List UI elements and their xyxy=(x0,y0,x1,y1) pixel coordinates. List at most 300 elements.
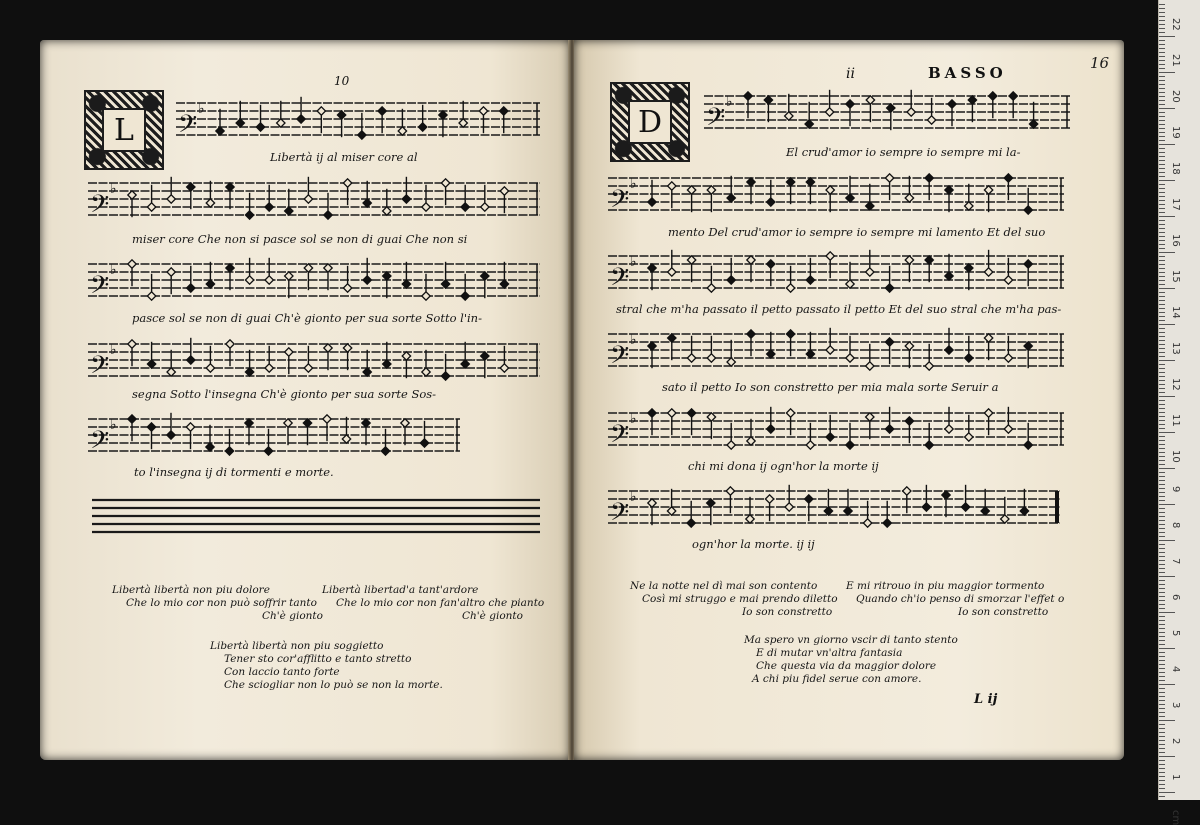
note-head xyxy=(826,252,834,260)
staff-svg xyxy=(608,170,1064,222)
note-head xyxy=(128,415,136,423)
ruler-tick xyxy=(1159,52,1165,53)
note-head xyxy=(885,338,893,346)
note-head xyxy=(363,368,371,376)
verse-line: Che lo mio cor non può soffrir tanto xyxy=(126,597,317,609)
ruler-tick xyxy=(1159,600,1165,601)
ruler-label: 19 xyxy=(1170,126,1181,139)
note-head xyxy=(747,330,755,338)
note-head xyxy=(786,284,794,292)
ruler-label: 11 xyxy=(1170,414,1181,427)
ruler-label: cm xyxy=(1170,810,1181,825)
ruler-tick xyxy=(1159,248,1165,249)
note-head xyxy=(206,280,214,288)
ruler-tick xyxy=(1159,156,1165,157)
measuring-ruler xyxy=(1158,0,1200,825)
note-head xyxy=(846,441,854,449)
staff-svg xyxy=(88,336,540,388)
note-head xyxy=(945,425,953,433)
ruler-tick xyxy=(1159,180,1175,181)
ruler-tick xyxy=(1159,364,1165,365)
left-lyric-5: to l'insegna ij di tormenti e morte. xyxy=(134,465,334,479)
ruler-tick xyxy=(1159,328,1165,329)
ruler-tick xyxy=(1159,444,1165,445)
note-head xyxy=(418,123,426,131)
ruler-tick xyxy=(1159,616,1165,617)
ruler-tick xyxy=(1159,684,1175,685)
ruler-tick xyxy=(1159,780,1165,781)
right-staff-5 xyxy=(608,405,1064,457)
ruler-tick xyxy=(1159,796,1165,797)
flat-icon: ♭ xyxy=(110,181,117,197)
note-head xyxy=(1024,441,1032,449)
note-head xyxy=(441,179,449,187)
ruler-tick xyxy=(1159,704,1165,705)
note-head xyxy=(765,495,773,503)
note-head xyxy=(668,268,676,276)
ruler-tick xyxy=(1159,396,1175,397)
verse-line: Che questa via da maggior dolore xyxy=(756,660,937,672)
note-head xyxy=(187,356,195,364)
note-head xyxy=(806,441,814,449)
note-head xyxy=(128,340,136,348)
verse-line: Così mi struggo e mai prendo diletto xyxy=(642,593,838,605)
right-staff-1 xyxy=(704,88,1070,140)
ruler-tick xyxy=(1159,292,1165,293)
ruler-tick xyxy=(1159,144,1175,145)
ruler-tick xyxy=(1159,668,1165,669)
ruler-tick xyxy=(1159,88,1165,89)
note-head xyxy=(383,272,391,280)
note-head xyxy=(668,334,676,342)
ruler-tick xyxy=(1159,696,1165,697)
ruler-tick xyxy=(1159,236,1165,237)
ruler-tick xyxy=(1159,548,1165,549)
ruler-tick xyxy=(1159,128,1165,129)
ruler-tick xyxy=(1159,36,1175,37)
note-head xyxy=(323,415,331,423)
note-head xyxy=(297,115,305,123)
note-head xyxy=(245,419,253,427)
right-lyric-4: sato il petto Io son constretto per mia mala sorte Seruir a xyxy=(662,380,999,394)
note-head xyxy=(727,194,735,202)
ruler-tick xyxy=(1159,228,1165,229)
note-head xyxy=(284,419,292,427)
ruler-tick xyxy=(1159,728,1165,729)
ruler-tick xyxy=(1159,372,1165,373)
right-initial-letter: D xyxy=(628,100,672,144)
note-head xyxy=(648,499,656,507)
note-head xyxy=(147,423,155,431)
ruler-tick xyxy=(1159,140,1165,141)
note-head xyxy=(481,203,489,211)
ruler-tick xyxy=(1159,280,1165,281)
ruler-tick xyxy=(1159,516,1165,517)
clef-icon: 𝄢 xyxy=(178,110,198,145)
ruler-label: 4 xyxy=(1170,666,1181,673)
note-head xyxy=(826,433,834,441)
ruler-tick xyxy=(1159,108,1175,109)
ruler-tick xyxy=(1159,296,1165,297)
ruler-label: 7 xyxy=(1170,558,1181,565)
note-head xyxy=(1009,92,1017,100)
ruler-tick xyxy=(1159,388,1165,389)
ruler-tick xyxy=(1159,344,1165,345)
verse-line: Ma spero vn giorno vscir di tanto stento xyxy=(744,634,958,646)
note-head xyxy=(885,284,893,292)
staff-svg xyxy=(92,492,540,544)
note-head xyxy=(1004,425,1012,433)
ruler-tick xyxy=(1159,324,1175,325)
ruler-tick xyxy=(1159,752,1165,753)
note-head xyxy=(500,187,508,195)
note-head xyxy=(187,183,195,191)
flat-icon: ♭ xyxy=(110,342,117,358)
note-head xyxy=(441,280,449,288)
staff-svg xyxy=(88,256,540,308)
note-head xyxy=(1004,276,1012,284)
note-head xyxy=(167,431,175,439)
note-head xyxy=(981,507,989,515)
note-head xyxy=(265,203,273,211)
ruler-tick xyxy=(1159,336,1165,337)
right-lyric-6: ogn'hor la morte. ij ij xyxy=(692,537,815,551)
ruler-tick xyxy=(1159,204,1165,205)
ruler-tick xyxy=(1159,424,1165,425)
note-head xyxy=(785,503,793,511)
ruler-tick xyxy=(1159,484,1165,485)
ruler-tick xyxy=(1159,436,1165,437)
note-head xyxy=(968,96,976,104)
note-head xyxy=(767,350,775,358)
note-head xyxy=(265,276,273,284)
note-head xyxy=(806,350,814,358)
note-head xyxy=(128,191,136,199)
note-head xyxy=(707,354,715,362)
ruler-tick xyxy=(1159,492,1165,493)
note-head xyxy=(866,202,874,210)
ruler-tick xyxy=(1159,776,1165,777)
note-head xyxy=(887,104,895,112)
ruler-tick xyxy=(1159,48,1165,49)
note-head xyxy=(903,487,911,495)
ruler-tick xyxy=(1159,472,1165,473)
note-head xyxy=(668,409,676,417)
note-head xyxy=(925,174,933,182)
note-head xyxy=(687,256,695,264)
left-verse-3 xyxy=(210,640,443,692)
clef-icon: 𝄢 xyxy=(610,341,630,376)
note-head xyxy=(927,116,935,124)
note-head xyxy=(925,256,933,264)
ruler-label: 2 xyxy=(1170,738,1181,745)
staff-svg xyxy=(608,405,1064,457)
ruler-tick xyxy=(1159,584,1165,585)
note-head xyxy=(846,100,854,108)
ruler-tick xyxy=(1159,508,1165,509)
ruler-label: 3 xyxy=(1170,702,1181,709)
note-head xyxy=(667,507,675,515)
ruler-tick xyxy=(1159,648,1175,649)
clef-icon: 𝄢 xyxy=(706,103,726,138)
note-head xyxy=(363,199,371,207)
note-head xyxy=(500,107,508,115)
note-head xyxy=(225,447,233,455)
ruler-tick xyxy=(1159,72,1175,73)
note-head xyxy=(343,179,351,187)
note-head xyxy=(420,439,428,447)
note-head xyxy=(965,202,973,210)
note-head xyxy=(1004,354,1012,362)
ruler-tick xyxy=(1159,116,1165,117)
right-staff-6 xyxy=(608,483,1060,535)
ruler-tick xyxy=(1159,132,1165,133)
note-head xyxy=(216,127,224,135)
ruler-tick xyxy=(1159,148,1165,149)
ruler-tick xyxy=(1159,732,1165,733)
note-head xyxy=(439,111,447,119)
note-head xyxy=(481,272,489,280)
clef-icon: 𝄢 xyxy=(610,420,630,455)
right-staff-2 xyxy=(608,170,1064,222)
note-head xyxy=(226,264,234,272)
verse-line: Libertà libertà non piu dolore xyxy=(112,584,270,596)
staff-svg xyxy=(608,326,1064,378)
ruler-tick xyxy=(1159,376,1165,377)
note-head xyxy=(863,519,871,527)
note-head xyxy=(883,519,891,527)
ruler-tick xyxy=(1159,528,1165,529)
note-head xyxy=(402,280,410,288)
ruler-tick xyxy=(1159,632,1165,633)
ruler-tick xyxy=(1159,420,1165,421)
note-head xyxy=(303,419,311,427)
note-head xyxy=(304,264,312,272)
note-head xyxy=(422,292,430,300)
note-head xyxy=(806,178,814,186)
ruler-tick xyxy=(1159,452,1165,453)
ruler-tick xyxy=(1159,136,1165,137)
right-verse-3 xyxy=(744,634,958,686)
clef-icon: 𝄢 xyxy=(610,498,630,533)
ruler-tick xyxy=(1159,264,1165,265)
note-head xyxy=(422,368,430,376)
ruler-tick xyxy=(1159,252,1175,253)
note-head xyxy=(961,503,969,511)
note-head xyxy=(285,207,293,215)
note-head xyxy=(265,364,273,372)
ruler-tick xyxy=(1159,568,1165,569)
ruler-tick xyxy=(1159,520,1165,521)
note-head xyxy=(866,96,874,104)
note-head xyxy=(726,487,734,495)
note-head xyxy=(727,441,735,449)
ruler-tick xyxy=(1159,220,1165,221)
ruler-tick xyxy=(1159,672,1165,673)
staff-svg xyxy=(88,175,540,227)
note-head xyxy=(362,419,370,427)
ruler-tick xyxy=(1159,416,1165,417)
note-head xyxy=(806,276,814,284)
ruler-tick xyxy=(1159,664,1165,665)
note-head xyxy=(945,186,953,194)
ruler-tick xyxy=(1159,32,1165,33)
left-empty-staff xyxy=(92,492,540,544)
flat-icon: ♭ xyxy=(110,262,117,278)
note-head xyxy=(147,360,155,368)
right-staff-3 xyxy=(608,248,1064,300)
staff-svg xyxy=(608,248,1064,300)
note-head xyxy=(866,362,874,370)
note-head xyxy=(1004,174,1012,182)
ruler-tick xyxy=(1159,712,1165,713)
note-head xyxy=(461,203,469,211)
ruler-tick xyxy=(1159,744,1165,745)
note-head xyxy=(264,447,272,455)
ruler-tick xyxy=(1159,276,1165,277)
ruler-tick xyxy=(1159,172,1165,173)
ruler-tick xyxy=(1159,392,1165,393)
note-head xyxy=(746,515,754,523)
verse-line: Quando ch'io penso di smorzar l'effet o xyxy=(856,593,1065,605)
note-head xyxy=(245,211,253,219)
ruler-tick xyxy=(1159,604,1165,605)
ruler-tick xyxy=(1159,552,1165,553)
verse-line: Ch'è gionto xyxy=(462,610,523,622)
note-head xyxy=(285,272,293,280)
note-head xyxy=(383,360,391,368)
note-head xyxy=(441,372,449,380)
ruler-tick xyxy=(1159,496,1165,497)
note-head xyxy=(1024,260,1032,268)
note-head xyxy=(1024,342,1032,350)
note-head xyxy=(461,292,469,300)
note-head xyxy=(285,348,293,356)
note-head xyxy=(747,178,755,186)
right-lyric-5: chi mi dona ij ogn'hor la morte ij xyxy=(688,459,879,473)
left-staff-1 xyxy=(176,95,540,147)
ruler-tick xyxy=(1159,212,1165,213)
ruler-tick xyxy=(1159,12,1165,13)
note-head xyxy=(383,207,391,215)
note-head xyxy=(245,368,253,376)
left-lyric-3: pasce sol se non di guai Ch'è gionto per sua sorte Sotto l'in- xyxy=(132,311,482,325)
ruler-tick xyxy=(1159,40,1165,41)
note-head xyxy=(147,292,155,300)
note-head xyxy=(236,119,244,127)
note-head xyxy=(378,107,386,115)
ruler-tick xyxy=(1159,456,1165,457)
right-staff-4 xyxy=(608,326,1064,378)
ruler-tick xyxy=(1159,748,1165,749)
ruler-tick xyxy=(1159,332,1165,333)
ruler-tick xyxy=(1159,612,1175,613)
note-head xyxy=(984,268,992,276)
ruler-tick xyxy=(1159,200,1165,201)
note-head xyxy=(277,119,285,127)
ruler-tick xyxy=(1159,772,1165,773)
note-head xyxy=(922,503,930,511)
note-head xyxy=(905,194,913,202)
note-head xyxy=(846,194,854,202)
staff-svg xyxy=(88,411,460,463)
ruler-tick xyxy=(1159,608,1165,609)
ruler-tick xyxy=(1159,284,1165,285)
left-verse-1 xyxy=(112,584,323,623)
clef-icon: 𝄢 xyxy=(90,190,110,225)
note-head xyxy=(422,203,430,211)
ruler-tick xyxy=(1159,556,1165,557)
right-decorated-initial xyxy=(610,82,690,162)
ruler-label: 1 xyxy=(1170,774,1181,781)
flat-icon: ♭ xyxy=(198,101,205,117)
ruler-tick xyxy=(1159,60,1165,61)
ruler-tick xyxy=(1159,724,1165,725)
ruler-tick xyxy=(1159,20,1165,21)
note-head xyxy=(206,443,214,451)
ruler-tick xyxy=(1159,100,1165,101)
ruler-tick xyxy=(1159,432,1175,433)
note-head xyxy=(764,96,772,104)
ruler-tick xyxy=(1159,256,1165,257)
right-lyric-2: mento Del crud'amor io sempre io sempre mi lamento Et del suo xyxy=(668,225,1046,239)
note-head xyxy=(648,342,656,350)
ruler-tick xyxy=(1159,768,1165,769)
note-head xyxy=(381,447,389,455)
note-head xyxy=(866,413,874,421)
note-head xyxy=(846,280,854,288)
note-head xyxy=(687,354,695,362)
ruler-tick xyxy=(1159,692,1165,693)
ruler-tick xyxy=(1159,352,1165,353)
ruler-tick xyxy=(1159,28,1165,29)
ruler-tick xyxy=(1159,24,1165,25)
ruler-tick xyxy=(1159,488,1165,489)
note-head xyxy=(206,199,214,207)
ruler-tick xyxy=(1159,56,1165,57)
note-head xyxy=(186,423,194,431)
note-head xyxy=(767,198,775,206)
ruler-tick xyxy=(1159,300,1165,301)
ruler-tick xyxy=(1159,596,1165,597)
ruler-tick xyxy=(1159,760,1165,761)
ruler-label: 9 xyxy=(1170,486,1181,493)
clef-icon: 𝄢 xyxy=(90,426,110,461)
verse-line: Che lo mio cor non fan'altro che pianto xyxy=(336,597,545,609)
note-head xyxy=(786,330,794,338)
part-name: BASSO xyxy=(928,64,1007,82)
left-staff-5 xyxy=(88,411,460,463)
ruler-tick xyxy=(1159,784,1165,785)
note-head xyxy=(304,195,312,203)
ruler-tick xyxy=(1159,188,1165,189)
note-head xyxy=(167,195,175,203)
note-head xyxy=(866,268,874,276)
note-head xyxy=(945,272,953,280)
right-verse-2 xyxy=(846,580,1064,619)
ruler-tick xyxy=(1159,652,1165,653)
ruler-tick xyxy=(1159,656,1165,657)
ruler-label: 16 xyxy=(1170,234,1181,247)
verse-line: E di mutar vn'altra fantasia xyxy=(756,647,903,659)
note-head xyxy=(984,334,992,342)
note-head xyxy=(785,112,793,120)
ruler-tick xyxy=(1159,84,1165,85)
note-head xyxy=(984,186,992,194)
ruler-tick xyxy=(1159,720,1175,721)
flat-icon: ♭ xyxy=(110,417,117,433)
ruler-tick xyxy=(1159,348,1165,349)
